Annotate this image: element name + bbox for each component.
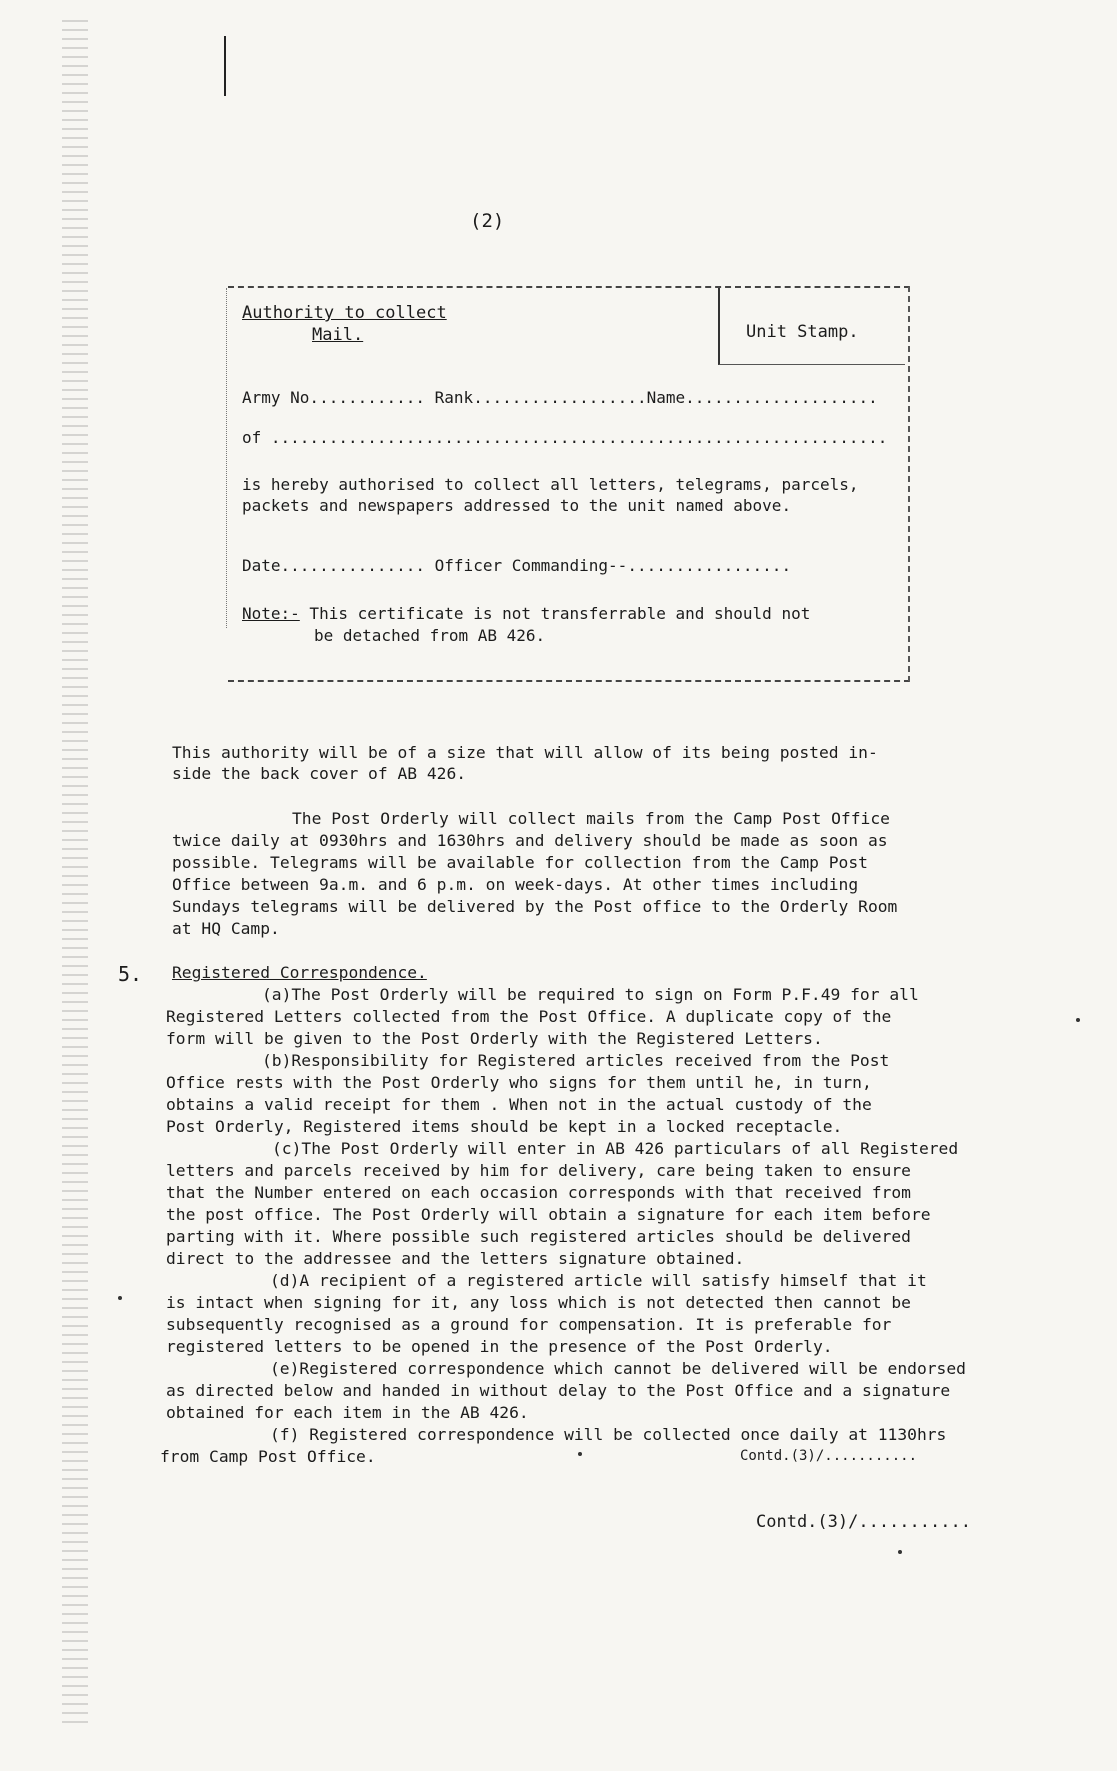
- speck: [1076, 1018, 1080, 1022]
- note-text-1: This certificate is not transferrable and should not: [299, 604, 811, 623]
- section-line: is intact when signing for it, any loss which is not detected then cannot be: [166, 1293, 911, 1312]
- date-line: Date............... Officer Commanding--.................: [242, 556, 792, 575]
- of-line: of ................................................................: [242, 428, 888, 447]
- section-line: (e)Registered correspondence which cannot be delivered will be endorsed: [270, 1359, 966, 1378]
- speck: [898, 1550, 902, 1554]
- section-line: (b)Responsibility for Registered articles received from the Post: [262, 1051, 890, 1070]
- section-line: form will be given to the Post Orderly with the Registered Letters.: [166, 1029, 823, 1048]
- speck: [118, 1296, 122, 1300]
- authority-title-line1: Authority to collect: [242, 303, 447, 323]
- continued-marker: Contd.(3)/...........: [756, 1512, 971, 1532]
- section-line: from Camp Post Office.: [160, 1447, 376, 1466]
- margin-mark: [224, 36, 226, 96]
- section-line: letters and parcels received by him for delivery, care being taken to ensure: [166, 1161, 911, 1180]
- post-orderly-line-1: The Post Orderly will collect mails from the Camp Post Office: [292, 809, 890, 828]
- authority-form-box: [228, 286, 910, 682]
- post-orderly-line-5: Sundays telegrams will be delivered by the Post office to the Orderly Room: [172, 897, 898, 916]
- note-line-1: [242, 604, 810, 623]
- section-line: subsequently recognised as a ground for compensation. It is preferable for: [166, 1315, 892, 1334]
- section-line: obtained for each item in the AB 426.: [166, 1403, 529, 1422]
- authority-title-line2: Mail.: [312, 325, 364, 345]
- note-label: Note:-: [242, 604, 300, 623]
- post-orderly-line-4: Office between 9a.m. and 6 p.m. on week-days. At other times including: [172, 875, 859, 894]
- note-line-2: be detached from AB 426.: [314, 626, 546, 645]
- section-line: (d)A recipient of a registered article will satisfy himself that it: [270, 1271, 927, 1290]
- section-line: the post office. The Post Orderly will obtain a signature for each item before: [166, 1205, 931, 1224]
- trailing-mark: Contd.(3)/...........: [740, 1448, 918, 1464]
- section-line: (a)The Post Orderly will be required to sign on Form P.F.49 for all: [262, 985, 919, 1004]
- section-line: obtains a valid receipt for them . When not in the actual custody of the: [166, 1095, 872, 1114]
- post-orderly-line-2: twice daily at 0930hrs and 1630hrs and delivery should be made as soon as: [172, 831, 888, 850]
- section-number: 5.: [118, 962, 143, 986]
- authorisation-text: is hereby authorised to collect all letters, telegrams, parcels, packets and newspapers addressed to the unit named above.: [242, 475, 859, 515]
- section-line: direct to the addressee and the letters signature obtained.: [166, 1249, 745, 1268]
- scan-edge-speckle: [62, 20, 88, 1730]
- section-line: (f) Registered correspondence will be collected once daily at 1130hrs: [270, 1425, 947, 1444]
- post-orderly-line-6: at HQ Camp.: [172, 919, 280, 938]
- section-line: Post Orderly, Registered items should be kept in a locked receptacle.: [166, 1117, 843, 1136]
- section-heading: Registered Correspondence.: [172, 963, 427, 982]
- section-line: as directed below and handed in without delay to the Post Office and a signature: [166, 1381, 951, 1400]
- post-orderly-line-3: possible. Telegrams will be available for collection from the Camp Post: [172, 853, 868, 872]
- size-para-line-1: This authority will be of a size that will allow of its being posted in-: [172, 743, 878, 762]
- speck: [578, 1452, 582, 1456]
- size-para-line-2: side the back cover of AB 426.: [172, 764, 467, 783]
- section-line: parting with it. Where possible such registered articles should be delivered: [166, 1227, 911, 1246]
- section-line: Registered Letters collected from the Post Office. A duplicate copy of the: [166, 1007, 892, 1026]
- page-number: (2): [470, 210, 505, 232]
- section-line: (c)The Post Orderly will enter in AB 426 particulars of all Registered: [272, 1139, 959, 1158]
- section-line: Office rests with the Post Orderly who signs for them until he, in turn,: [166, 1073, 872, 1092]
- army-no-line: Army No............ Rank..................Name....................: [242, 388, 878, 407]
- section-line: registered letters to be opened in the presence of the Post Orderly.: [166, 1337, 833, 1356]
- form-left-edge: [226, 288, 227, 628]
- unit-stamp-box: [718, 288, 905, 365]
- authority-title: [242, 302, 447, 346]
- unit-stamp-label: Unit Stamp.: [746, 322, 859, 342]
- section-line: that the Number entered on each occasion corresponds with that received from: [166, 1183, 911, 1202]
